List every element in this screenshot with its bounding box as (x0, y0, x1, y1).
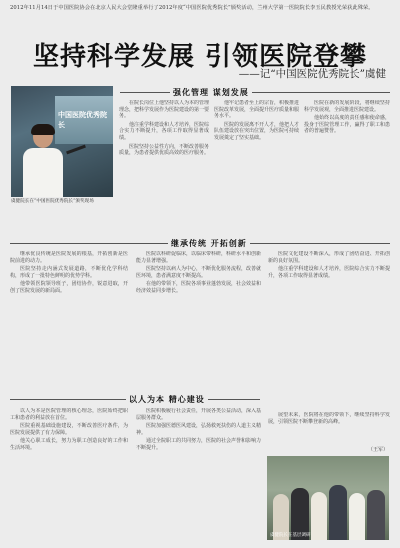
paragraph: 展望未来，医院将在他的带领下，继续坚持科学发展，引领医院不断攀登新的高峰。 (268, 412, 390, 425)
subheadline: ——记“中国医院优秀院长”虞健 (238, 68, 386, 80)
section-title-3: 以人为本 精心建设 (126, 394, 208, 405)
paragraph: 在他的带领下，医院各项事业蓬勃发展，社会效益和经济效益同步增长。 (136, 281, 261, 294)
paragraph: 他始终以高度的责任感和使命感，投身于医院管理工作，赢得了职工和患者的普遍赞誉。 (304, 115, 390, 135)
paragraph: 医院在新的发展阶段，将继续坚持科学发展观，全面推进医院建设。 (304, 100, 390, 113)
paragraph: 医院坚持以病人为中心，不断优化服务流程，改善就医环境，患者满意度不断提高。 (136, 266, 261, 279)
paragraph: 在院长岗位上他坚持以人为本的管理理念，把科学发展作为医院建设的第一要务。 (119, 100, 209, 120)
paragraph: 医院加强医德医风建设，弘扬救死扶伤的人道主义精神。 (136, 423, 261, 436)
paragraph: 医院坚持公益性方向，不断改善服务质量，为患者提供优质高效的医疗服务。 (119, 143, 209, 157)
paragraph: 医院坚持走内涵式发展道路，不断优化学科结构，形成了一批特色鲜明的优势学科。 (10, 266, 128, 279)
column-bot-left (10, 408, 128, 543)
author-byline: （王军） (368, 447, 389, 453)
section-title-1: 强化管理 谋划发展 (170, 87, 252, 98)
paragraph: 医院重视基础设施建设，不断改善医疗条件，为医院发展提供了有力保障。 (10, 423, 128, 436)
paragraph: 医院的发展离不开人才，他把人才队伍建设放在突出位置，为医院可持续发展奠定了坚实基础。 (214, 121, 299, 141)
paragraph: 医院积极履行社会责任，开展各类公益活动，深入基层服务群众。 (136, 408, 261, 421)
paragraph: 他带领医院领导班子，团结协作，锐意进取，开创了医院发展的新局面。 (10, 281, 128, 294)
column-bot-right (268, 412, 390, 446)
paragraph: 以人为本是医院管理的核心理念，医院始终把职工和患者的利益放在首位。 (10, 408, 128, 421)
column-top-right-1 (214, 100, 299, 230)
photo-banner-text: 中国医院优秀院长 (58, 111, 107, 129)
column-top-mid (119, 100, 209, 230)
director-photo (11, 86, 113, 197)
paragraph: 通过全院职工的共同努力，医院的社会声誉和影响力不断提升。 (136, 438, 261, 451)
group-photo (267, 456, 389, 540)
intro-paragraph: 2012年11月14日于中国医院协会在北京人民大会堂隆重举行了2012年度“中国医院优秀院长”颁奖活动，兰州大学第一医院院长李玉民教授光荣获此殊荣。 (10, 5, 374, 11)
paragraph: 他牢记患者至上的宗旨，积极推进医院改革发展，全面提升医疗质量和服务水平。 (214, 100, 299, 120)
photo-caption: 虞健院长在“中国医院优秀院长”颁奖现场 (11, 199, 94, 204)
section-rule (120, 92, 390, 93)
photo-banner (55, 96, 113, 144)
photo-person (23, 126, 63, 197)
paragraph: 他注重学科建设和人才培养，医院综合实力不断提升，各项工作取得显著成绩。 (268, 266, 390, 279)
microphone (66, 145, 86, 155)
paragraph: 他注重学科建设和人才培养，医院综合实力不断提升，各项工作取得显著成绩。 (119, 121, 209, 141)
column-bot-center (136, 408, 261, 543)
column-top-right-2 (304, 100, 390, 230)
paragraph: 继承优良传统是医院发展的根基，开拓创新是医院前进的动力。 (10, 251, 128, 264)
headline: 坚持科学发展 引领医院登攀 (32, 42, 368, 72)
paragraph: 医院以科研促临床，以临床带科研，科研水平和创新能力显著增强。 (136, 251, 261, 264)
paragraph: 他关心职工成长，努力为职工创造良好的工作和生活环境。 (10, 438, 128, 451)
group-photo-caption: 虞健院长在基层调研 (270, 533, 311, 538)
section-title-2: 继承传统 开拓创新 (168, 238, 250, 249)
paragraph: 医院文化建设不断深入，形成了团结奋进、开拓创新的良好氛围。 (268, 251, 390, 264)
